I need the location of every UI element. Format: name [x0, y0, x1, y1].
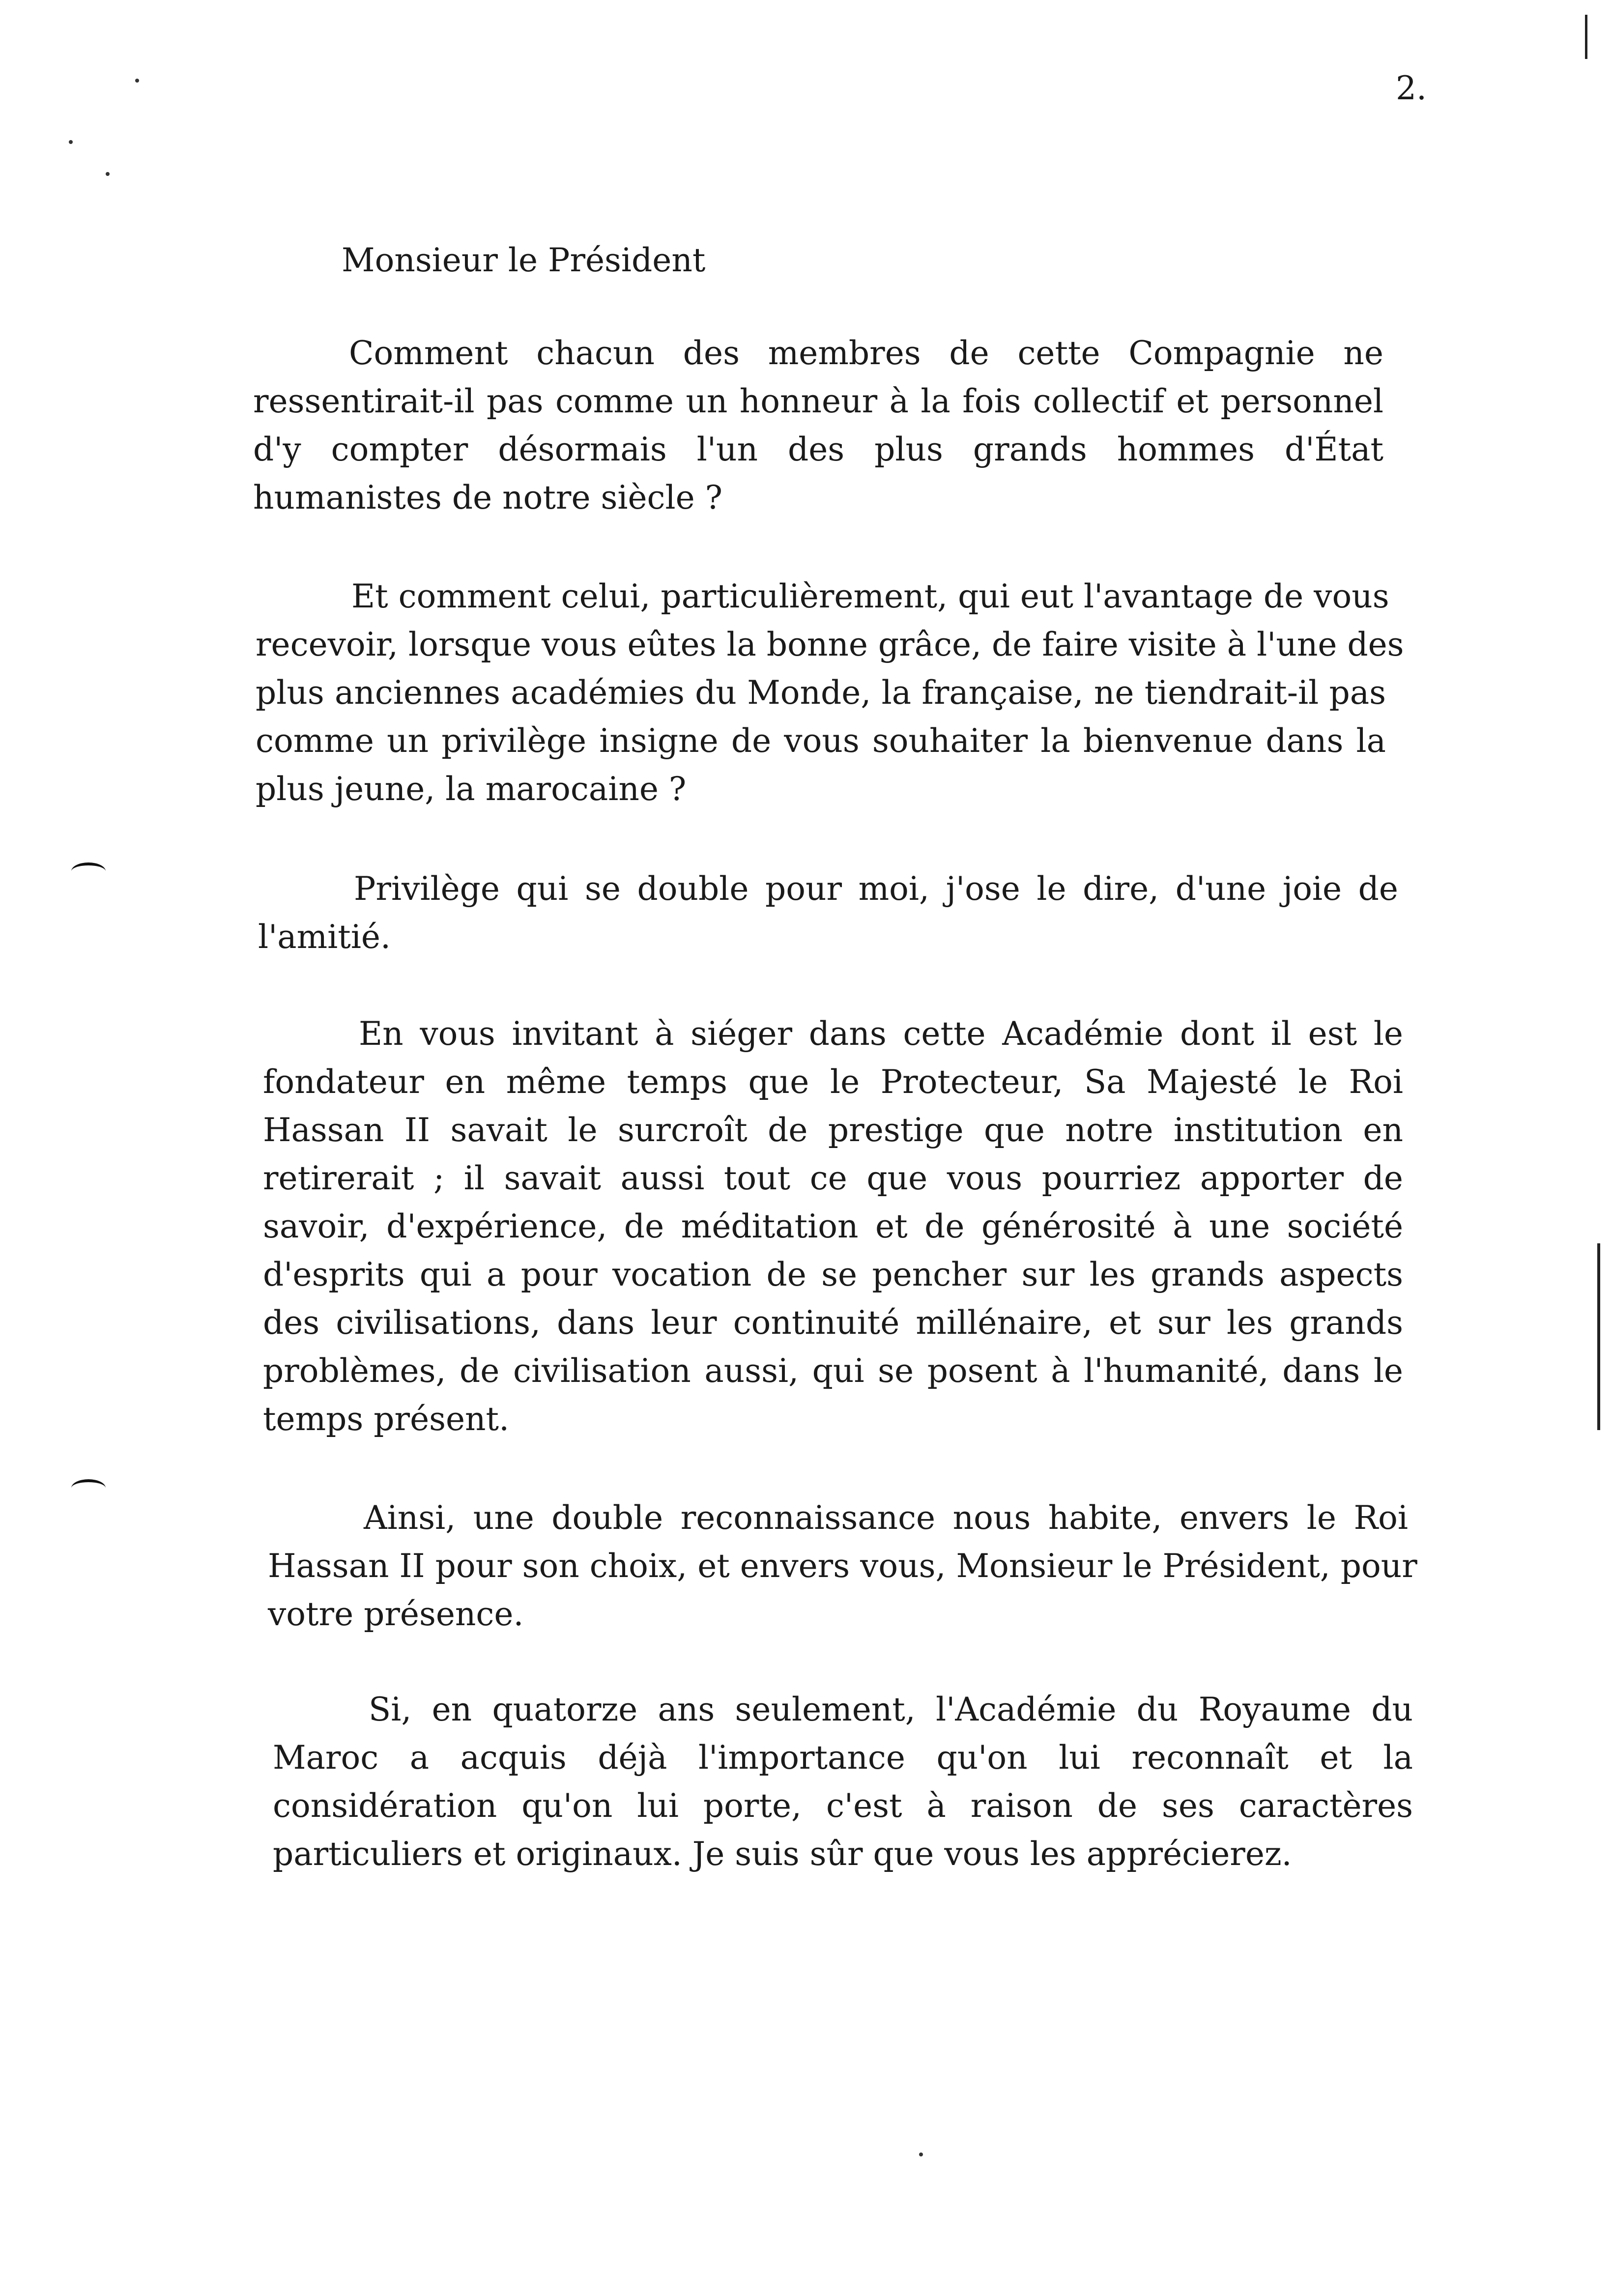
paragraph-line: Maroc a acquis déjà l'importance qu'on lui reconnaît et la [273, 1739, 1413, 1777]
paragraph-line: Hassan II pour son choix, et envers vous, Monsieur le Président, pour [268, 1547, 1417, 1585]
paragraph-line: Ainsi, une double reconnaissance nous habite, envers le Roi [364, 1499, 1408, 1537]
scan-arc-mark-2 [71, 1479, 106, 1497]
scan-edge-mark-top [1585, 15, 1587, 59]
paragraph-line: humanistes de notre siècle ? [253, 479, 723, 517]
page-number: 2. [1396, 69, 1427, 107]
paragraph-6 [273, 1686, 1413, 1878]
paragraph-line: Et comment celui, particulièrement, qui eut l'avantage de vous [351, 577, 1389, 615]
paragraph-line: temps présent. [263, 1400, 510, 1438]
scan-dot [69, 140, 73, 144]
paragraph-line: d'y compter désormais l'un des plus grands hommes d'État [253, 430, 1383, 468]
paragraph-line: votre présence. [268, 1595, 524, 1633]
paragraph-line: retirerait ; il savait aussi tout ce que vous pourriez apporter de [263, 1159, 1403, 1197]
paragraph-line: d'esprits qui a pour vocation de se pencher sur les grands aspects [263, 1256, 1403, 1293]
scan-edge-mark-right [1597, 1243, 1600, 1430]
scan-arc-mark-1 [71, 862, 106, 880]
paragraph-line: des civilisations, dans leur continuité millénaire, et sur les grands [263, 1304, 1403, 1342]
paragraph-line: savoir, d'expérience, de méditation et de générosité à une société [263, 1207, 1403, 1245]
paragraph-line: l'amitié. [258, 918, 391, 956]
paragraph-line: particuliers et originaux. Je suis sûr que vous les apprécierez. [273, 1835, 1292, 1873]
paragraph-line: plus jeune, la marocaine ? [256, 770, 687, 808]
salutation: Monsieur le Président [342, 241, 706, 279]
paragraph-3 [258, 865, 1398, 961]
paragraph-line: Comment chacun des membres de cette Compagnie ne [349, 334, 1383, 372]
paragraph-line: considération qu'on lui porte, c'est à raison de ses caractères [273, 1787, 1413, 1825]
paragraph-line: recevoir, lorsque vous eûtes la bonne grâce, de faire visite à l'une des [256, 626, 1404, 663]
paragraph-line: Hassan II savait le surcroît de prestige que notre institution en [263, 1111, 1403, 1149]
paragraph-line: Privilège qui se double pour moi, j'ose le dire, d'une joie de [354, 870, 1398, 908]
paragraph-2 [256, 573, 1404, 813]
paragraph-4 [263, 1010, 1403, 1443]
paragraph-line: ressentirait-il pas comme un honneur à la fois collectif et personnel [253, 382, 1383, 420]
paragraph-line: fondateur en même temps que le Protecteur, Sa Majesté le Roi [263, 1063, 1403, 1101]
scan-dot [919, 2152, 923, 2156]
scan-dot [106, 172, 110, 176]
paragraph-line: plus anciennes académies du Monde, la française, ne tiendrait-il pas [256, 674, 1386, 712]
paragraph-1 [253, 329, 1383, 522]
paragraph-5 [268, 1494, 1417, 1638]
paragraph-line: problèmes, de civilisation aussi, qui se posent à l'humanité, dans le [263, 1352, 1403, 1390]
paragraph-line: En vous invitant à siéger dans cette Académie dont il est le [359, 1015, 1403, 1053]
scan-dot [135, 79, 139, 83]
paragraph-line: comme un privilège insigne de vous souhaiter la bienvenue dans la [256, 722, 1386, 760]
paragraph-line: Si, en quatorze ans seulement, l'Académie du Royaume du [369, 1691, 1413, 1728]
